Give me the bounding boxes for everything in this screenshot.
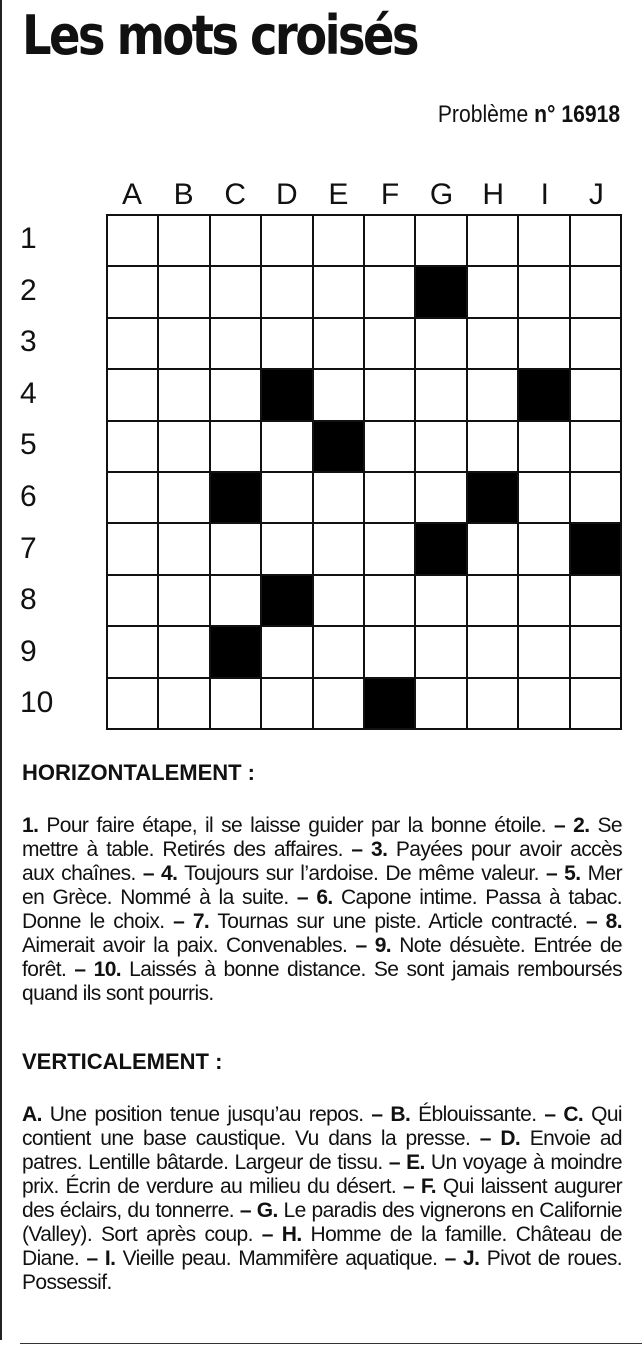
grid-cell[interactable] <box>314 576 363 625</box>
grid-cell[interactable] <box>211 319 260 368</box>
clue-text: Un voyage à moindre prix. Écrin de verdure au milieu du désert. <box>22 1151 622 1198</box>
grid-cell[interactable] <box>159 627 208 676</box>
black-cell <box>262 576 311 625</box>
black-cell <box>211 627 260 676</box>
clue-number: – D. <box>479 1127 521 1150</box>
horizontal-heading: HORIZONTALEMENT : <box>22 760 256 785</box>
vertical-clues <box>22 1103 622 1295</box>
bottom-rule <box>20 1343 642 1344</box>
row-label: 6 <box>20 480 37 513</box>
column-label: B <box>173 178 194 211</box>
grid-cell[interactable] <box>519 627 568 676</box>
grid-cell[interactable] <box>571 576 620 625</box>
left-border-rule <box>0 0 2 1340</box>
grid-cell[interactable] <box>262 679 311 728</box>
row-label: 1 <box>20 222 37 255</box>
grid-cell[interactable] <box>571 679 620 728</box>
grid-cell[interactable] <box>262 216 311 265</box>
grid-cell[interactable] <box>314 319 363 368</box>
grid-cell[interactable] <box>159 473 208 522</box>
clue-number: – I. <box>86 1247 116 1270</box>
clue-text: Capone intime. Passa à tabac. Donne le choix. <box>22 886 622 933</box>
black-cell <box>365 679 414 728</box>
grid-cell[interactable] <box>365 267 414 316</box>
black-cell <box>211 473 260 522</box>
vertical-heading: VERTICALEMENT : <box>22 1049 223 1074</box>
clue-number: – G. <box>239 1199 278 1222</box>
clue-text: Note désuète. Entrée de forêt. <box>22 934 622 981</box>
grid-cell[interactable] <box>108 627 157 676</box>
grid-cell[interactable] <box>365 370 414 419</box>
grid-cell[interactable] <box>108 679 157 728</box>
black-cell <box>519 370 568 419</box>
grid-cell[interactable] <box>159 422 208 471</box>
grid-cell[interactable] <box>262 627 311 676</box>
grid-cell[interactable] <box>519 319 568 368</box>
grid-cell[interactable] <box>314 524 363 573</box>
row-label: 5 <box>20 428 37 462</box>
column-label: H <box>482 178 505 211</box>
grid-cell[interactable] <box>262 267 311 316</box>
clue-text: Pour faire étape, il se laisse guider par la bonne étoile. <box>38 814 555 837</box>
grid-cell[interactable] <box>416 319 465 368</box>
clue-number: – 4. <box>142 862 178 885</box>
row-label: 3 <box>20 325 37 359</box>
column-label: I <box>540 178 549 211</box>
clue-text: Qui laissent augurer des éclairs, du tonnerre. <box>22 1175 622 1222</box>
black-cell <box>416 524 465 573</box>
grid-cell[interactable] <box>365 319 414 368</box>
column-label: D <box>275 178 298 211</box>
clue-number: – J. <box>444 1247 480 1270</box>
problem-number-prefix: n° <box>534 101 556 128</box>
column-label: J <box>588 178 604 211</box>
grid-cell[interactable] <box>416 216 465 265</box>
grid-cell[interactable] <box>571 267 620 316</box>
clue-number: – 8. <box>585 910 622 933</box>
grid-cell[interactable] <box>314 473 363 522</box>
grid-cell[interactable] <box>262 319 311 368</box>
column-label: E <box>328 178 349 211</box>
clue-text: Homme de la famille. Château de Diane. <box>22 1223 622 1270</box>
clue-number: – 3. <box>351 838 388 861</box>
grid-cell[interactable] <box>108 267 157 316</box>
clue-text: Aimerait avoir la paix. Convenables. <box>22 934 356 957</box>
grid-cell[interactable] <box>314 370 363 419</box>
clue-number: A. <box>22 1103 42 1126</box>
clue-text: Toujours sur l’ardoise. De même valeur. <box>177 862 546 885</box>
grid-cell[interactable] <box>519 524 568 573</box>
grid-cell[interactable] <box>416 627 465 676</box>
grid-cell[interactable] <box>468 576 517 625</box>
grid-cell[interactable] <box>571 370 620 419</box>
grid-cell[interactable] <box>159 267 208 316</box>
black-cell <box>416 267 465 316</box>
grid-cell[interactable] <box>159 524 208 573</box>
grid-cell[interactable] <box>108 370 157 419</box>
column-label: C <box>224 178 247 211</box>
row-label: 2 <box>20 273 37 307</box>
clue-text: Éblouissante. <box>410 1103 545 1126</box>
horizontal-clues <box>22 814 622 1006</box>
grid-cell[interactable] <box>416 370 465 419</box>
grid-cell[interactable] <box>211 576 260 625</box>
grid-cell[interactable] <box>468 524 517 573</box>
grid-cell[interactable] <box>159 319 208 368</box>
grid-cell[interactable] <box>416 679 465 728</box>
grid-cell[interactable] <box>314 216 363 265</box>
black-cell <box>571 524 620 573</box>
problem-number <box>438 101 620 129</box>
grid-cell[interactable] <box>262 524 311 573</box>
grid-cell[interactable] <box>108 524 157 573</box>
black-cell <box>314 422 363 471</box>
clue-text: Payées pour avoir accès aux chaînes. <box>22 838 623 885</box>
clue-number: – H. <box>261 1223 302 1246</box>
clue-text: Une position tenue jusqu’au repos. <box>41 1103 372 1126</box>
clue-text: Laissés à bonne distance. Se sont jamais remboursés quand ils sont pourris. <box>22 958 622 1005</box>
grid-cell[interactable] <box>159 370 208 419</box>
grid-cell[interactable] <box>468 216 517 265</box>
grid-cell[interactable] <box>571 216 620 265</box>
grid-cell[interactable] <box>159 679 208 728</box>
grid-cell[interactable] <box>108 422 157 471</box>
column-label: G <box>429 178 454 211</box>
clue-number: – C. <box>544 1103 584 1126</box>
grid-cell[interactable] <box>571 627 620 676</box>
grid-cell[interactable] <box>468 627 517 676</box>
grid-cell[interactable] <box>211 679 260 728</box>
clue-number: – E. <box>388 1151 425 1174</box>
grid-cell[interactable] <box>314 679 363 728</box>
grid-cell[interactable] <box>108 216 157 265</box>
grid-cell[interactable] <box>211 216 260 265</box>
grid-cell[interactable] <box>211 370 260 419</box>
grid-cell[interactable] <box>468 679 517 728</box>
clue-text: Tournas sur une piste. Article contracté. <box>209 910 586 933</box>
page-title: Les mots croisés <box>22 4 417 67</box>
row-label: 4 <box>20 376 37 410</box>
clue-number: – B. <box>371 1103 411 1126</box>
clue-text: Vieille peau. Mammifère aquatique. <box>115 1247 445 1270</box>
grid-cell[interactable] <box>416 422 465 471</box>
grid-cell[interactable] <box>365 524 414 573</box>
grid-cell[interactable] <box>108 319 157 368</box>
grid-cell[interactable] <box>262 473 311 522</box>
clue-number: – 5. <box>545 862 581 885</box>
clue-number: 1. <box>22 814 39 837</box>
grid-cell[interactable] <box>519 576 568 625</box>
grid-cell[interactable] <box>416 473 465 522</box>
grid-cell[interactable] <box>262 422 311 471</box>
grid-cell[interactable] <box>159 576 208 625</box>
clue-number: – 9. <box>355 934 392 957</box>
row-label: 8 <box>20 583 37 617</box>
grid-cell[interactable] <box>571 422 620 471</box>
grid-cell[interactable] <box>519 267 568 316</box>
grid-cell[interactable] <box>211 422 260 471</box>
grid-cell[interactable] <box>571 473 620 522</box>
black-cell <box>262 370 311 419</box>
black-cell <box>468 473 517 522</box>
grid-cell[interactable] <box>314 267 363 316</box>
row-label: 9 <box>20 634 37 668</box>
grid-cell[interactable] <box>211 267 260 316</box>
clue-text: Mer en Grèce. Nommé à la suite. <box>22 862 622 909</box>
clue-number: – 10. <box>74 958 122 981</box>
grid-cell[interactable] <box>159 216 208 265</box>
grid-cell[interactable] <box>468 267 517 316</box>
clue-text: Se mettre à table. Retirés des affaires. <box>22 814 622 861</box>
clue-text: Envoie ad patres. Lentille bâtarde. Largeur de tissu. <box>22 1127 622 1174</box>
grid-cell[interactable] <box>571 319 620 368</box>
grid-cell[interactable] <box>519 216 568 265</box>
clue-number: – 7. <box>173 910 210 933</box>
grid-cell[interactable] <box>468 422 517 471</box>
clue-number: – F. <box>402 1175 437 1198</box>
row-label: 10 <box>20 686 54 720</box>
column-label: A <box>121 178 142 211</box>
row-label: 7 <box>20 531 37 565</box>
clue-text: Pivot de roues. Possessif. <box>22 1247 622 1294</box>
grid-cell[interactable] <box>365 216 414 265</box>
grid-cell[interactable] <box>365 422 414 471</box>
grid-cell[interactable] <box>519 473 568 522</box>
crossword-grid[interactable] <box>106 214 622 730</box>
grid-cell[interactable] <box>365 473 414 522</box>
problem-label: Problème <box>437 101 529 128</box>
grid-cell[interactable] <box>365 627 414 676</box>
column-label: F <box>380 178 400 211</box>
grid-cell[interactable] <box>314 627 363 676</box>
clue-text: Le paradis des vignerons en Californie (Valley). Sort après coup. <box>22 1199 622 1246</box>
problem-number-value: 16918 <box>561 101 620 128</box>
clue-text: Qui contient une base caustique. Vu dans la presse. <box>22 1103 622 1150</box>
grid-cell[interactable] <box>211 524 260 573</box>
grid-cell[interactable] <box>416 576 465 625</box>
clue-number: – 2. <box>554 814 590 837</box>
grid-cell[interactable] <box>108 473 157 522</box>
clue-number: – 6. <box>296 886 333 909</box>
grid-cell[interactable] <box>108 576 157 625</box>
grid-cell[interactable] <box>519 422 568 471</box>
grid-cell[interactable] <box>365 576 414 625</box>
grid-cell[interactable] <box>468 370 517 419</box>
grid-cell[interactable] <box>468 319 517 368</box>
grid-cell[interactable] <box>519 679 568 728</box>
